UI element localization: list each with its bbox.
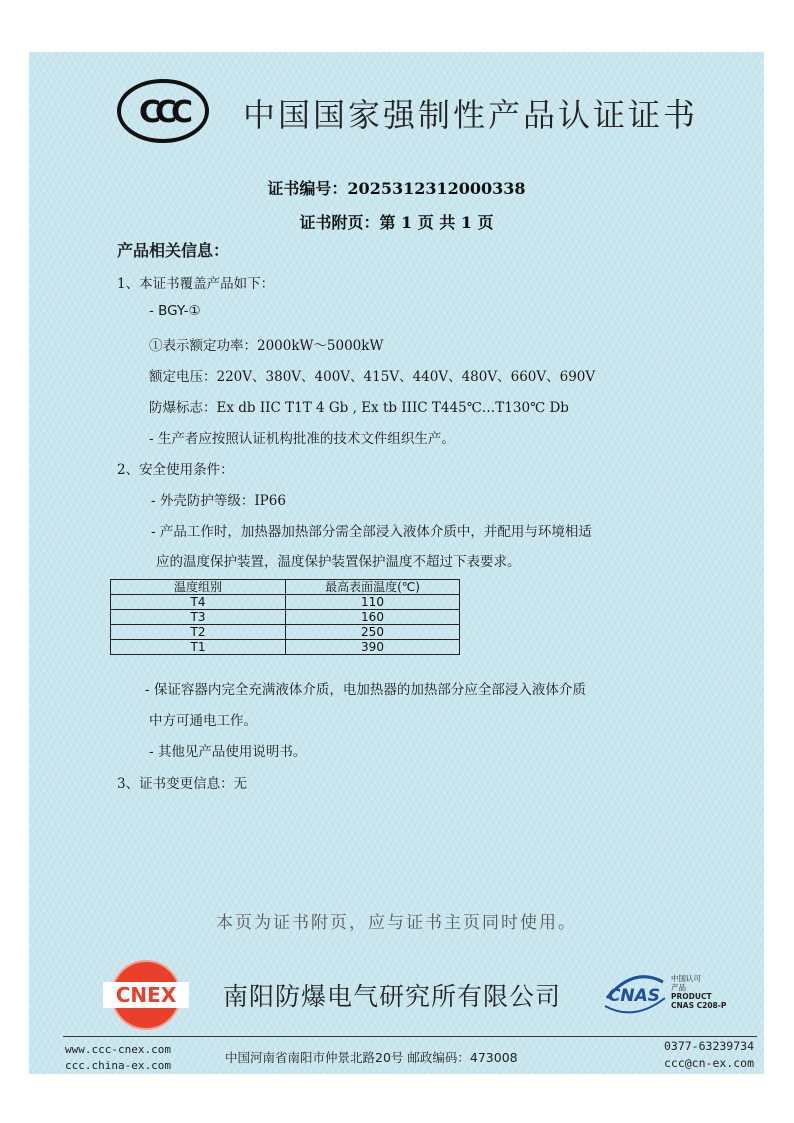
table-row — [111, 640, 460, 655]
cnex-logo — [103, 960, 189, 1030]
table-row — [111, 625, 460, 640]
heating-note-line2: 应的温度保护装置，温度保护装置保护温度不超过下表要求。 — [156, 554, 521, 570]
table-row — [111, 595, 460, 610]
table-header-cell: 温度组别 — [111, 580, 286, 595]
section-title: 产品相关信息： — [117, 241, 230, 260]
cnas-accreditation-text — [671, 974, 726, 1010]
cnas-logo — [599, 968, 669, 1018]
cnex-logo-text: CNEX — [115, 983, 177, 1007]
cnas-line3: PRODUCT — [671, 992, 712, 1001]
enclosure-protection: - 外壳防护等级：IP66 — [151, 493, 286, 509]
certificate-number: 证书编号：2025312312000338 — [267, 179, 526, 198]
ex-marking: 防爆标志：Ex db IIC T1T 4 Gb , Ex tb IIIC T445℃…T130℃ Db — [149, 400, 569, 416]
contact-info — [664, 1038, 754, 1072]
item1-title: 1、本证书覆盖产品如下： — [117, 276, 275, 292]
table-cell: 160 — [286, 610, 460, 625]
certificate-title: 中国国家强制性产品认证证书 — [243, 96, 699, 134]
address: 中国河南省南阳市仲景北路20号 邮政编码：473008 — [225, 1050, 518, 1065]
product-model: - BGY-① — [149, 303, 201, 319]
certificate-page-info: 证书附页：第 1 页 共 1 页 — [299, 213, 494, 232]
cnas-line1: 中国认可 — [671, 974, 701, 983]
heating-note-line1: - 产品工作时，加热器加热部分需全部浸入液体介质中，并配用与环境相适 — [151, 524, 592, 540]
table-cell: T3 — [111, 610, 286, 625]
item3-change-info: 3、证书变更信息：无 — [117, 776, 248, 792]
attachment-note: 本页为证书附页，应与证书主页同时使用。 — [216, 913, 577, 933]
footer-divider — [63, 1036, 757, 1037]
websites — [65, 1042, 171, 1074]
rated-voltage: 额定电压：220V、380V、400V、415V、440V、480V、660V、690V — [149, 369, 596, 385]
production-note: - 生产者应按照认证机构批准的技术文件组织生产。 — [149, 431, 455, 447]
table-cell: 250 — [286, 625, 460, 640]
certificate-sheet — [29, 52, 764, 1074]
rated-power: ①表示额定功率：2000kW～5000kW — [149, 338, 384, 354]
temperature-table — [110, 579, 460, 655]
container-note-line2: 中方可通电工作。 — [149, 713, 257, 729]
phone-number: 0377-63239734 — [663, 1039, 754, 1053]
table-header-cell: 最高表面温度(℃) — [286, 580, 460, 595]
cnas-line4: CNAS C208-P — [671, 1001, 727, 1010]
company-name: 南阳防爆电气研究所有限公司 — [223, 982, 562, 1011]
table-cell: 110 — [286, 595, 460, 610]
ccc-logo — [115, 78, 211, 144]
table-cell: T4 — [111, 595, 286, 610]
other-note: - 其他见产品使用说明书。 — [149, 744, 307, 760]
website-1: www.ccc-cnex.com — [65, 1043, 171, 1056]
table-cell: T2 — [111, 625, 286, 640]
cnas-logo-text: CNAS — [607, 986, 661, 1006]
ccc-logo-text: CCC — [138, 95, 188, 130]
item2-title: 2、安全使用条件： — [117, 462, 234, 478]
email-address: ccc@cn-ex.com — [663, 1056, 754, 1070]
cnas-line2: 产品 — [671, 983, 686, 992]
table-row — [111, 610, 460, 625]
website-2: ccc.china-ex.com — [65, 1059, 171, 1072]
table-cell: T1 — [111, 640, 286, 655]
table-header-row — [111, 580, 460, 595]
container-note-line1: - 保证容器内完全充满液体介质，电加热器的加热部分应全部浸入液体介质 — [145, 682, 586, 698]
table-cell: 390 — [286, 640, 460, 655]
